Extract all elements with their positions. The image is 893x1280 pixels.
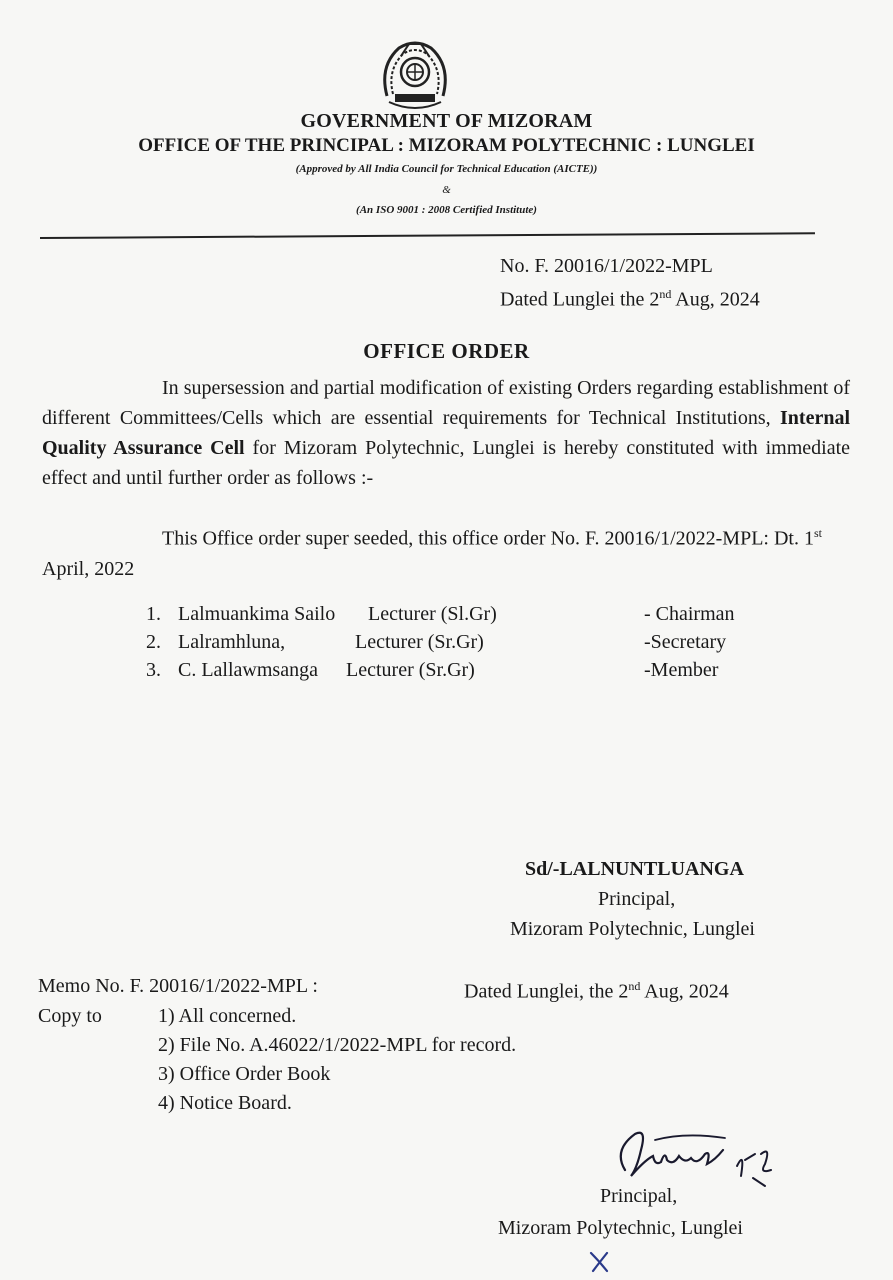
final-signatory-institution: Mizoram Polytechnic, Lunglei <box>498 1217 743 1239</box>
signatory-block <box>490 854 810 944</box>
final-signatory-title: Principal, <box>600 1185 678 1207</box>
list-item: 1) All concerned. <box>158 1005 297 1027</box>
approval-line: (Approved by All India Council for Technical Education (AICTE)) <box>295 163 598 175</box>
final-signatory-block <box>498 1180 818 1244</box>
member-list <box>146 600 846 684</box>
list-item: 2. Lalramhluna, Lecturer (Sr.Gr) -Secretary <box>146 631 727 653</box>
iso-line: (An ISO 9001 : 2008 Certified Institute) <box>356 204 537 216</box>
memo-date: Dated Lunglei, the 2nd Aug, 2024 <box>464 979 729 1003</box>
list-item: 3. C. Lallawmsanga Lecturer (Sr.Gr) -Member <box>146 659 719 681</box>
copy-to-label: Copy to <box>38 1005 102 1027</box>
order-number: No. F. 20016/1/2022-MPL <box>500 255 713 277</box>
list-item: 1. Lalmuankima Sailo Lecturer (Sl.Gr) - Chairman <box>146 603 735 625</box>
order-paragraph-2: This Office order super seeded, this office order No. F. 20016/1/2022-MPL: Dt. 1st April, 2022 <box>42 526 822 580</box>
memo-block <box>38 971 838 1114</box>
ampersand-line: & <box>442 184 451 196</box>
cross-mark-icon <box>585 1245 615 1275</box>
signatory-name: Sd/-LALNUNTLUANGA <box>525 858 744 880</box>
order-paragraph-1: In supersession and partial modification of existing Orders regarding establishment of different Committees/Cells which are essential requirements for Technical Institutions, Internal Quality Assurance Cell for Mizoram Polytechnic, Lunglei is hereby constituted with immediate effect and until further order as follows :- <box>42 377 850 489</box>
signatory-institution: Mizoram Polytechnic, Lunglei <box>510 918 755 940</box>
office-heading: OFFICE OF THE PRINCIPAL : MIZORAM POLYTECHNIC : LUNGLEI <box>138 135 755 156</box>
header-divider <box>40 232 815 239</box>
list-item: 4) Notice Board. <box>158 1092 292 1114</box>
order-reference <box>500 252 760 314</box>
list-item: 3) Office Order Book <box>158 1063 331 1085</box>
government-heading: GOVERNMENT OF MIZORAM <box>300 110 593 132</box>
document-title: OFFICE ORDER <box>363 339 530 363</box>
copy-list <box>158 1001 516 1117</box>
signatory-title: Principal, <box>598 888 676 910</box>
order-date: Dated Lunglei the 2nd Aug, 2024 <box>500 287 760 311</box>
institute-emblem-icon <box>373 36 457 114</box>
list-item: 2) File No. A.46022/1/2022-MPL for record. <box>158 1034 517 1056</box>
memo-number: Memo No. F. 20016/1/2022-MPL : <box>38 975 318 997</box>
